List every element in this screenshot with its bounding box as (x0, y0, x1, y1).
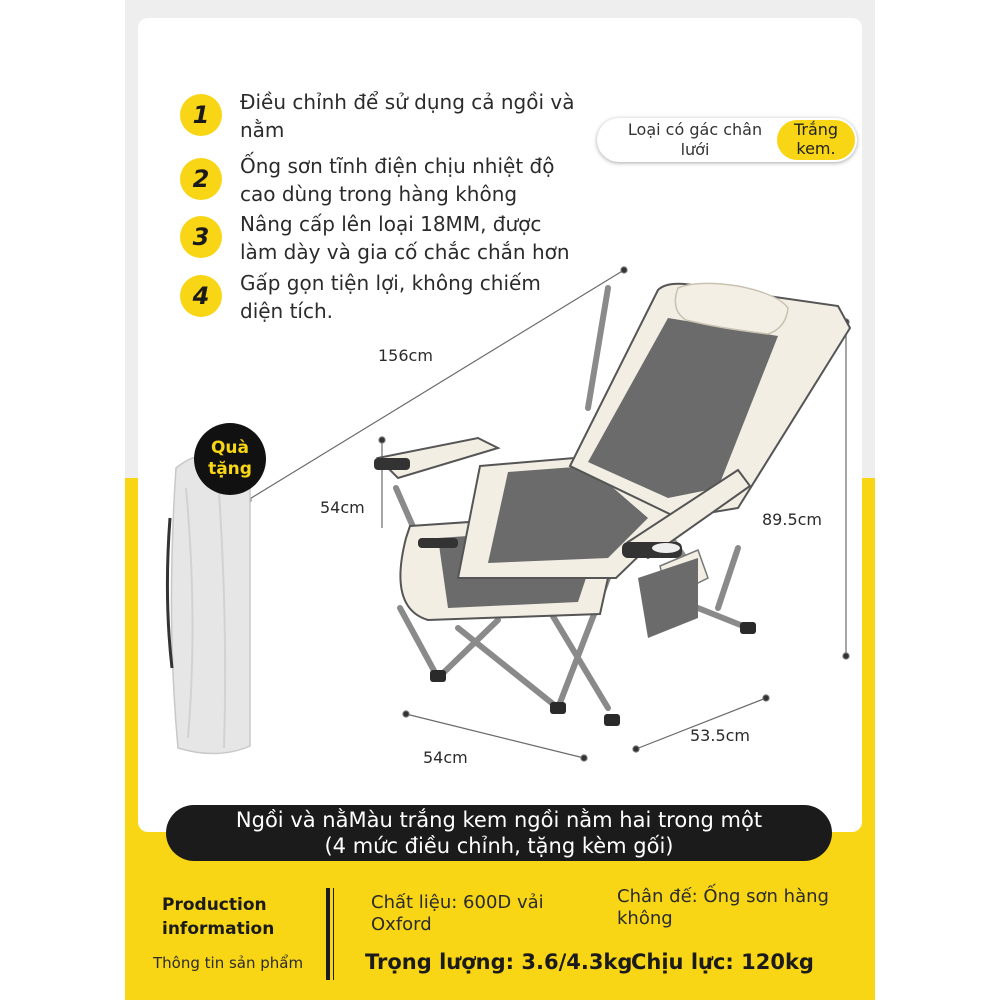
feature-text: Ống sơn tĩnh điện chịu nhiệt độ cao dùng trong hàng không (240, 154, 555, 206)
title-line-1: Ngồi và nằMàu trắng kem ngồi nằm hai trong một (235, 808, 763, 832)
variant-color-chip[interactable]: Trắng kem. (777, 120, 855, 160)
feature-number-badge: 2 (180, 158, 222, 200)
storage-bag (171, 455, 250, 753)
dimension-endpoint (379, 437, 385, 443)
feature-number-badge: 1 (180, 94, 222, 136)
title-line-2: (4 mức điều chỉnh, tặng kèm gối) (324, 834, 674, 858)
variant-type-label: Loại có gác chân lưới (627, 120, 763, 159)
info-divider (326, 888, 330, 980)
product-title-bar (166, 805, 832, 861)
info-divider (333, 888, 334, 980)
info-material: Chất liệu: 600D vải Oxford (371, 892, 544, 935)
dimension-base-depth-label: 53.5cm (690, 726, 751, 745)
dimension-endpoint (843, 653, 849, 659)
dimension-endpoint (403, 711, 409, 717)
footrest-cap (418, 538, 458, 548)
info-heading: Production information (162, 895, 275, 939)
product-banner (125, 0, 875, 1000)
dimension-armrest-label: 54cm (320, 498, 365, 517)
gift-badge: Quà tặng (194, 423, 266, 495)
dimension-length-label: 156cm (378, 346, 433, 365)
info-subheading: Thông tin sản phẩm (153, 954, 304, 972)
dimension-base-width-label: 54cm (423, 748, 468, 767)
feature-text: Gấp gọn tiện lợi, không chiếm diện tích. (240, 271, 541, 323)
feature-number-badge: 3 (180, 216, 222, 258)
info-weight: Trọng lượng: 3.6/4.3kg (365, 950, 633, 974)
dimension-endpoint (633, 746, 639, 752)
info-base: Chân đế: Ống sơn hàng không (617, 886, 829, 929)
dimension-height-label: 89.5cm (762, 510, 823, 529)
product-card (138, 18, 862, 832)
dimension-endpoint (621, 267, 627, 273)
cup-holder-ring (652, 543, 680, 553)
armrest-left-cap (374, 458, 410, 470)
side-pocket-mesh (638, 558, 698, 638)
info-load: Chịu lực: 120kg (631, 950, 814, 974)
feature-text: Điều chỉnh để sử dụng cả ngồi và nằm (240, 90, 575, 142)
feature-number-badge: 4 (180, 275, 222, 317)
chair-illustration (138, 18, 862, 832)
dimension-endpoint (581, 755, 587, 761)
feature-text: Nâng cấp lên loại 18MM, được làm dày và gia cố chắc chắn hơn (240, 212, 570, 264)
dimension-endpoint (763, 695, 769, 701)
